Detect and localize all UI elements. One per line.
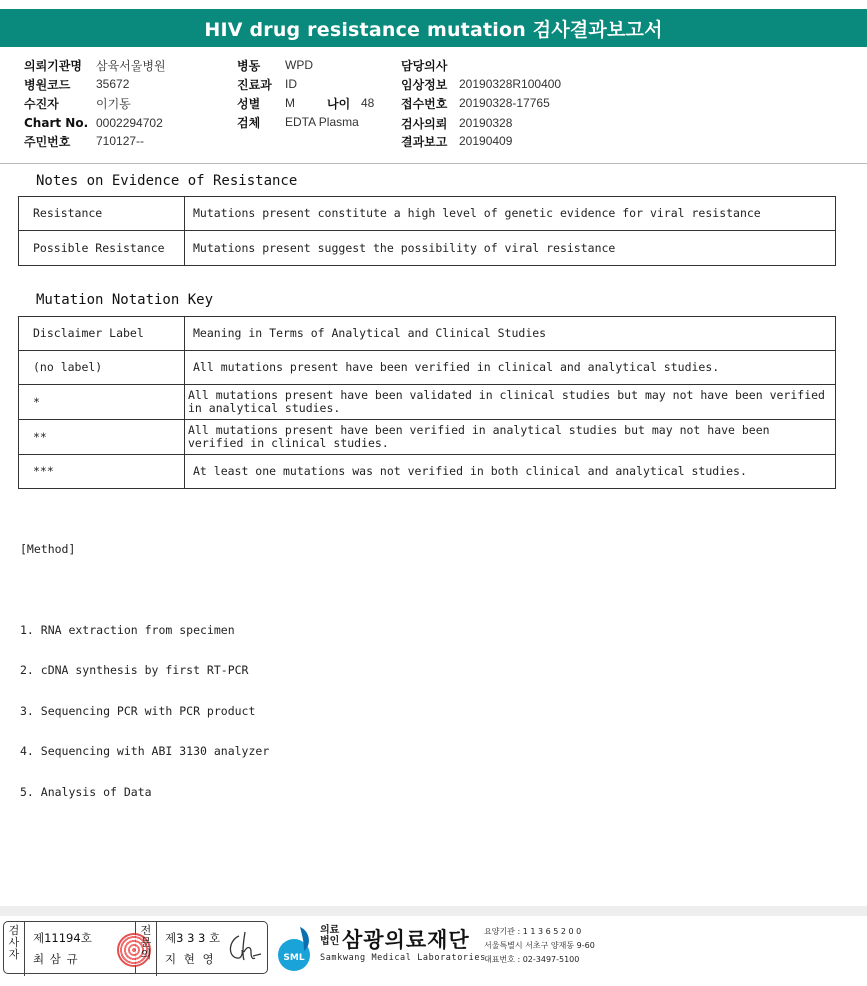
method-step: 2. cDNA synthesis by first RT-PCR: [20, 663, 249, 677]
notation-meaning: All mutations present have been verified in clinical and analytical studies.: [185, 351, 836, 385]
table-row: [19, 351, 836, 385]
signature-box: [3, 921, 268, 974]
lab-name: 삼광의료재단: [342, 928, 470, 952]
lab-corp-label: 의료법인: [320, 925, 340, 947]
evidence-desc: Mutations present constitute a high level of genetic evidence for viral resistance: [185, 197, 836, 231]
info-divider: [0, 163, 867, 164]
examiner-label: 검사자: [4, 922, 25, 976]
report-title: HIV drug resistance mutation 검사결과보고서: [0, 9, 867, 47]
table-row: [19, 385, 836, 420]
reviewer-name: 지 현 영: [165, 952, 216, 966]
table-header-row: [19, 317, 836, 351]
notation-label: **: [19, 420, 185, 455]
footer-band: [0, 906, 867, 916]
lab-contact: [484, 925, 595, 967]
info-resident-no: 주민번호 710127--: [24, 134, 145, 149]
info-doctor: 담당의사: [401, 58, 448, 73]
evidence-table: [18, 196, 836, 266]
evidence-term: Possible Resistance: [19, 231, 185, 266]
reviewer-cell: [157, 922, 267, 973]
method-section: [20, 516, 269, 813]
notation-label: (no label): [19, 351, 185, 385]
notation-header-label: Disclaimer Label: [19, 317, 185, 351]
lab-name-en: Samkwang Medical Laboratories: [320, 953, 486, 963]
notation-meaning: All mutations present have been verified in analytical studies but may not have been verified in clinical studies.: [185, 420, 836, 455]
svg-text:SML: SML: [283, 953, 305, 963]
info-specimen: 검체 EDTA Plasma: [237, 115, 359, 130]
method-step: 5. Analysis of Data: [20, 784, 152, 799]
reviewer-label: 전문의: [136, 922, 157, 976]
table-row: [19, 197, 836, 231]
info-request-date: 검사의뢰 20190328: [401, 116, 513, 131]
notation-header-meaning: Meaning in Terms of Analytical and Clinical Studies: [185, 317, 836, 351]
info-patient-name: 수진자 이기동: [24, 96, 131, 111]
signature-icon: [225, 930, 263, 964]
table-row: [19, 231, 836, 266]
sml-logo-icon: [274, 925, 314, 973]
patient-info: [0, 56, 867, 156]
notation-label: ***: [19, 455, 185, 489]
info-chart-no: Chart No. 0002294702: [24, 116, 163, 130]
evidence-desc: Mutations present suggest the possibility of viral resistance: [185, 231, 836, 266]
evidence-title: Notes on Evidence of Resistance: [36, 173, 298, 189]
notation-table: [18, 316, 836, 489]
info-clinical: 임상정보 20190328R100400: [401, 77, 562, 92]
method-step: 4. Sequencing with ABI 3130 analyzer: [20, 744, 270, 758]
notation-title: Mutation Notation Key: [36, 292, 214, 308]
lab-phone: 대표번호 : 02-3497-5100: [484, 955, 580, 964]
evidence-term: Resistance: [19, 197, 185, 231]
info-hospital: 의뢰기관명 삼육서울병원: [24, 58, 166, 73]
examiner-name: 최 삼 규: [33, 952, 79, 966]
examiner-license: 제11194호: [33, 931, 92, 945]
info-age: 나이 48: [327, 96, 375, 111]
notation-label: *: [19, 385, 185, 420]
examiner-cell: [25, 922, 136, 973]
method-step: 3. Sequencing PCR with PCR product: [20, 703, 256, 718]
notation-meaning: All mutations present have been validated in clinical studies but may not have been verified in analytical studies.: [185, 385, 836, 420]
info-report-date: 결과보고 20190409: [401, 134, 513, 149]
table-row: [19, 420, 836, 455]
info-sex: 성별 M: [237, 96, 295, 111]
info-hospital-code: 병원코드 35672: [24, 77, 130, 92]
method-title: [Method]: [20, 542, 76, 556]
info-receipt-no: 접수번호 20190328-17765: [401, 96, 550, 111]
info-ward: 병동 WPD: [237, 58, 313, 73]
method-step: 1. RNA extraction from specimen: [20, 622, 235, 637]
table-row: [19, 455, 836, 489]
reviewer-license: 제3 3 3 호: [165, 931, 221, 945]
lab-address: 서울특별시 서초구 양재동 9-60: [484, 941, 595, 950]
info-department: 진료과 ID: [237, 77, 297, 92]
notation-meaning: At least one mutations was not verified in both clinical and analytical studies.: [185, 455, 836, 489]
lab-code: 요양기관 : 1 1 3 6 5 2 0 0: [484, 927, 582, 936]
